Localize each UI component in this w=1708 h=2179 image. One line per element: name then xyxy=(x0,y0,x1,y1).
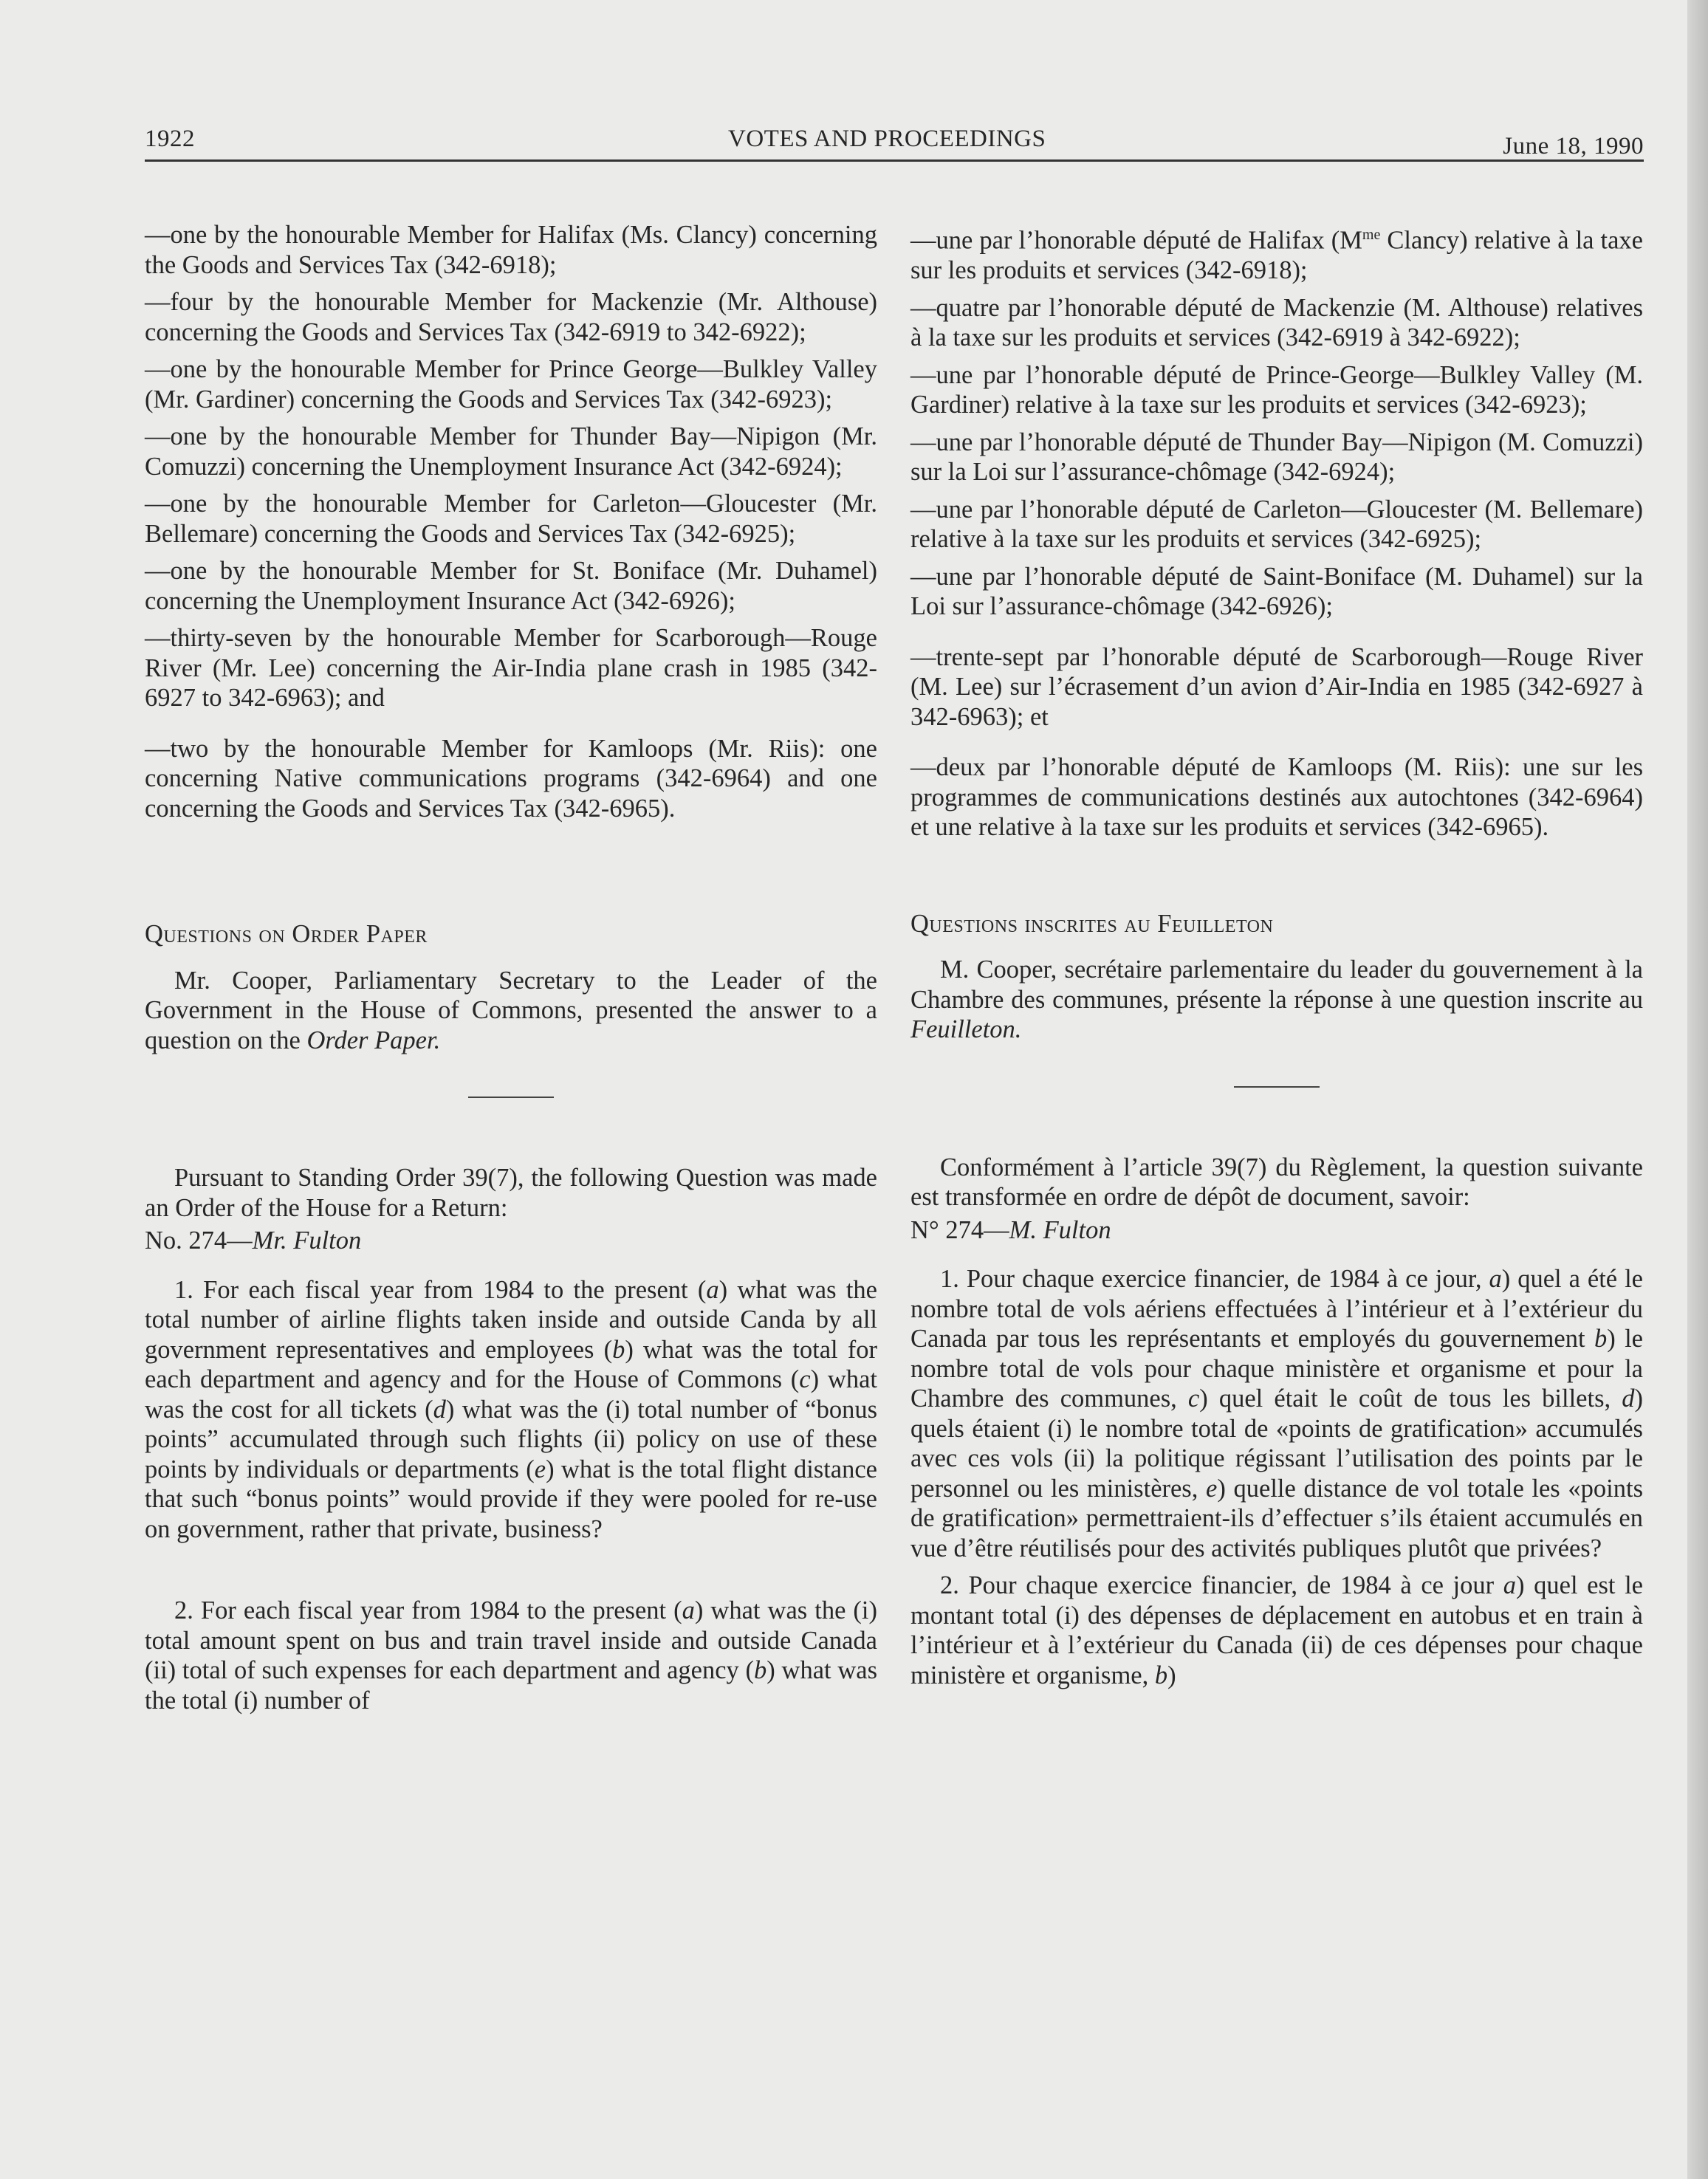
answer-text: Mr. Cooper, Parliamentary Secretary to the Leader of the Government in the House of Commons, presented the answer to a question on the xyxy=(145,966,877,1054)
italic-letter: a xyxy=(682,1596,695,1624)
list-item: —trente-sept par l’honorable député de Scarborough—Rouge River (M. Lee) sur l’écrasement d’un avion d’Air-India en 1985 (342-6927 à 342-6963); et xyxy=(910,642,1643,731)
question-no: N° 274— xyxy=(910,1215,1009,1244)
list-item: —une par l’honorable député de Saint-Boniface (M. Duhamel) sur la Loi sur l’assurance-chômage (342-6926); xyxy=(910,562,1643,620)
list-item: —une par l’honorable député de Prince-George—Bulkley Valley (M. Gardiner) relative à la taxe sur les produits et services (342-6923); xyxy=(910,360,1643,419)
pursuant-paragraph: Conformément à l’article 39(7) du Règlement, la question suivante est transformée en ordre de dépôt de document, savoir: xyxy=(910,1153,1643,1211)
question-number xyxy=(910,1215,1643,1246)
text-segment: ) xyxy=(1167,1661,1176,1689)
italic-letter: c xyxy=(799,1365,811,1393)
list-item: —quatre par l’honorable député de Mackenzie (M. Althouse) relatives à la taxe sur les produits et services (342-6919 à 342-6922); xyxy=(910,293,1643,351)
italic-letter: a xyxy=(1489,1265,1502,1293)
answer-italic: Order Paper. xyxy=(306,1026,441,1054)
french-column xyxy=(910,220,1643,1690)
question-no: No. 274— xyxy=(145,1226,253,1255)
text-segment: ) what is the total flight distance that such “bonus points” would provide if they were pooled for re-use on government, rather that private, business? xyxy=(145,1455,877,1543)
text-segment: 2. Pour chaque exercice financier, de 1984 à ce jour xyxy=(940,1571,1503,1599)
question-member: Mr. Fulton xyxy=(252,1226,362,1255)
italic-letter: c xyxy=(1187,1384,1200,1413)
answer-italic: Feuilleton. xyxy=(910,1015,1022,1043)
italic-letter: a xyxy=(706,1275,719,1304)
page-edge xyxy=(1687,0,1708,2179)
question-part-2 xyxy=(910,1571,1643,1690)
text-segment: ) what was the total for each department and agency and for the House of Commons ( xyxy=(145,1335,877,1393)
text-segment: ) what was the total (i) number of xyxy=(145,1656,877,1715)
list-item: —one by the honourable Member for Prince George—Bulkley Valley (Mr. Gardiner) concerning the Goods and Services Tax (342-6923); xyxy=(145,355,877,414)
italic-letter: b xyxy=(1154,1661,1168,1689)
list-item: —une par l’honorable député de Carleton—Gloucester (M. Bellemare) relative à la taxe sur les produits et services (342-6925); xyxy=(910,495,1643,553)
section-heading: Questions on Order Paper xyxy=(145,920,428,948)
italic-letter: d xyxy=(1622,1384,1635,1413)
list-item: —four by the honourable Member for Mackenzie (Mr. Althouse) concerning the Goods and Services Tax (342-6919 to 342-6922); xyxy=(145,288,877,346)
separator-rule xyxy=(1234,1086,1320,1088)
answer-text: M. Cooper, secrétaire parlementaire du leader du gouvernement à la Chambre des communes, présente la réponse à une question inscrite au xyxy=(910,955,1643,1014)
list-item: —une par l’honorable député de Thunder Bay—Nipigon (M. Comuzzi) sur la Loi sur l’assurance-chômage (342-6924); xyxy=(910,428,1643,486)
text-segment: 2. For each fiscal year from 1984 to the present ( xyxy=(174,1596,682,1624)
text-segment: ) quel est le montant total (i) des dépenses de déplacement en autobus et en train à l’intérieur et à l’extérieur du Canada (ii) de ces dépenses pour chaque ministère et organisme, xyxy=(910,1571,1643,1689)
answer-paragraph xyxy=(145,966,877,1056)
list-item: —one by the honourable Member for Carleton—Gloucester (Mr. Bellemare) concerning the Goods and Services Tax (342-6925); xyxy=(145,490,877,548)
list-item: —one by the honourable Member for St. Boniface (Mr. Duhamel) concerning the Unemployment Insurance Act (342-6926); xyxy=(145,557,877,615)
separator-rule xyxy=(468,1097,554,1098)
text-segment: ) what was the total number of airline flights taken inside and outside Canda by all government representatives and employees ( xyxy=(145,1275,877,1364)
section-heading: Questions inscrites au Feuilleton xyxy=(910,909,1274,938)
italic-letter: a xyxy=(1503,1571,1517,1599)
text-segment: ) quelle distance de vol totale les «points de gratification» permettraient-ils d’effectuer s’ils étaient accumulés en vue d’être réutilisés pour des activités publiques plutôt que privées? xyxy=(910,1474,1643,1562)
question-number xyxy=(145,1226,877,1256)
list-item: —one by the honourable Member for Halifax (Ms. Clancy) concerning the Goods and Services Tax (342-6918); xyxy=(145,221,877,279)
list-item: —une par l’honorable député de Halifax ($M^{me}$ Clancy) relative à la taxe sur les produits et services (342-6918); xyxy=(910,226,1643,284)
text-segment: ) what was the cost for all tickets ( xyxy=(145,1365,877,1424)
text-segment: 1. Pour chaque exercice financier, de 1984 à ce jour, xyxy=(940,1265,1489,1293)
running-head xyxy=(145,124,1644,162)
header-date: June 18, 1990 xyxy=(1503,133,1644,159)
english-column xyxy=(145,220,877,1715)
question-part-2 xyxy=(145,1596,877,1715)
text-segment: ) quel a été le nombre total de vols aériens effectuées à l’intérieur et à l’extérieur du Canada par tous les représentants et employés du gouvernement xyxy=(910,1265,1643,1353)
page-number: 1922 xyxy=(145,126,195,152)
text-segment: ) le nombre total de vols pour chaque ministère et organisme et pour la Chambre des communes, xyxy=(910,1325,1643,1413)
text-segment: ) what was the (i) total amount spent on bus and train travel inside and outside Canada (ii) total of such expenses for each department and agency ( xyxy=(145,1596,877,1684)
text-segment: ) quels étaient (i) le nombre total de «points de gratification» accumulés avec ces vols (ii) la politique régissant l’utilisation des points par le personnel ou les ministères, xyxy=(910,1384,1644,1503)
italic-letter: b xyxy=(612,1335,625,1364)
list-item: —two by the honourable Member for Kamloops (Mr. Riis): one concerning Native communications programs (342-6964) and one concerning the Goods and Services Tax (342-6965). xyxy=(145,734,877,823)
italic-letter: e xyxy=(1206,1474,1218,1503)
italic-letter: d xyxy=(433,1395,446,1424)
pursuant-paragraph: Pursuant to Standing Order 39(7), the following Question was made an Order of the House for a Return: xyxy=(145,1164,877,1222)
italic-letter: e xyxy=(534,1455,546,1483)
text-segment: ) quel était le coût de tous les billets, xyxy=(1199,1384,1622,1413)
italic-letter: b xyxy=(1594,1325,1608,1353)
header-title: VOTES AND PROCEEDINGS xyxy=(728,126,1046,152)
question-part-1 xyxy=(145,1275,877,1545)
list-item: —thirty-seven by the honourable Member for Scarborough—Rouge River (Mr. Lee) concerning the Air-India plane crash in 1985 (342-6927 to 342-6963); and xyxy=(145,624,877,712)
text-segment: 1. For each fiscal year from 1984 to the present ( xyxy=(174,1275,707,1304)
answer-paragraph xyxy=(910,955,1643,1045)
italic-letter: b xyxy=(754,1656,767,1684)
list-item: —one by the honourable Member for Thunder Bay—Nipigon (Mr. Comuzzi) concerning the Unemployment Insurance Act (342-6924); xyxy=(145,422,877,481)
question-member: M. Fulton xyxy=(1009,1215,1111,1244)
question-part-1 xyxy=(910,1264,1643,1563)
text-segment: ) what was the (i) total number of “bonus points” accumulated through such flights (ii) policy on use of these points by individuals or departments ( xyxy=(145,1395,877,1483)
list-item: —deux par l’honorable député de Kamloops (M. Riis): une sur les programmes de communications destinés aux autochtones (342-6964) et une relative à la taxe sur les produits et services (342-6965). xyxy=(910,753,1643,841)
